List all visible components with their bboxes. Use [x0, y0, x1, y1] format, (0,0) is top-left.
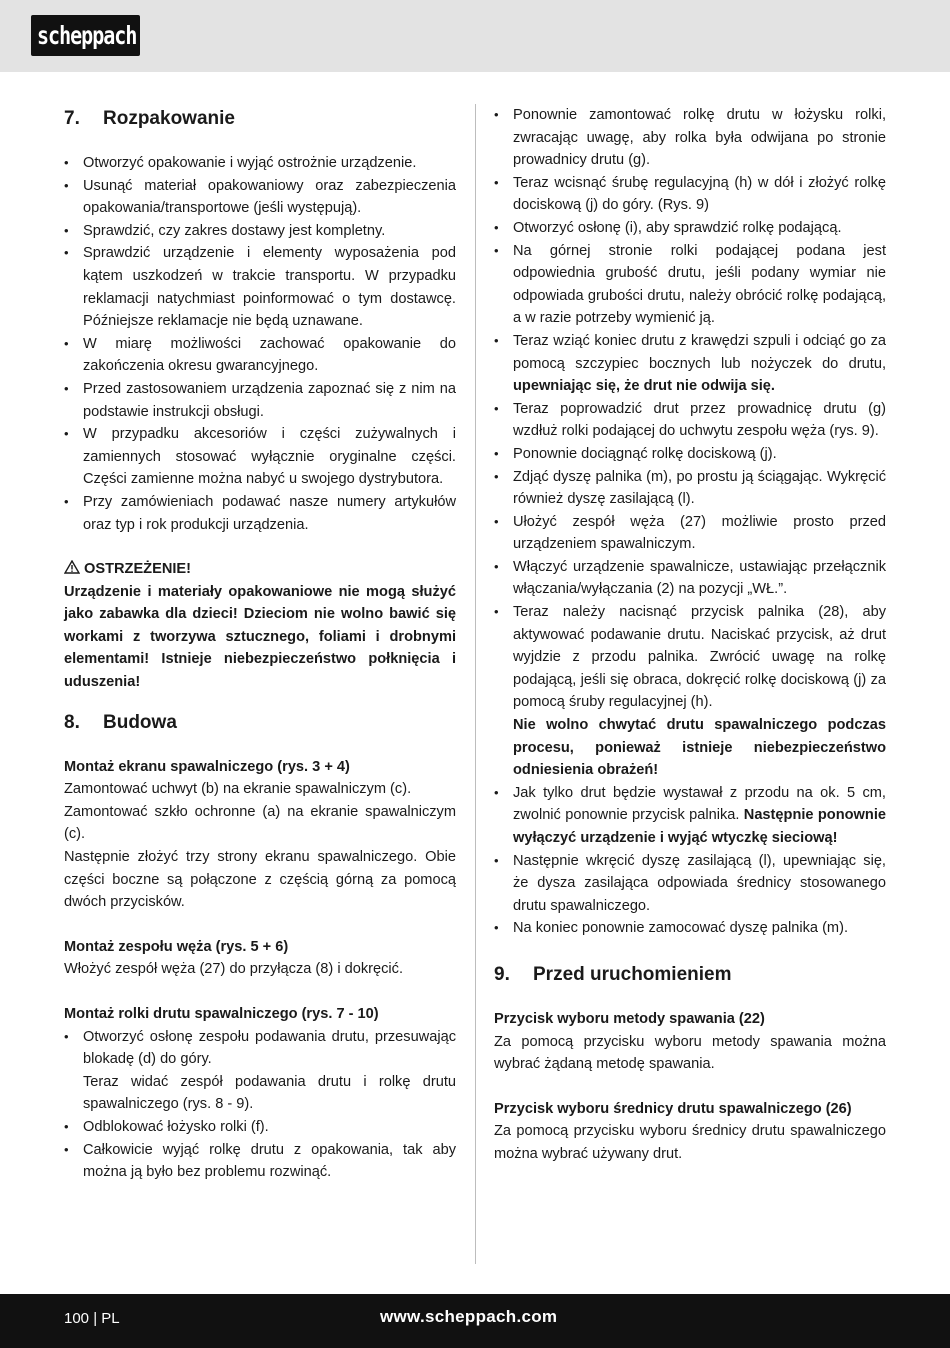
list-item: • Otworzyć osłonę (i), aby sprawdzić rolkę podającą. [494, 217, 886, 240]
list-item: • Jak tylko drut będzie wystawał z przodu na ok. 5 cm, zwolnić ponownie przycisk palnika. Następnie ponownie wyłączyć urządzenie i wyjąć wtyczkę sieciową! [494, 782, 886, 850]
list-item: • Teraz wziąć koniec drutu z krawędzi szpuli i odciąć go za pomocą szczypiec bocznych lub nożyczek do drutu, upewniając się, że drut nie odwija się. [494, 330, 886, 398]
paragraph: Zamontować szkło ochronne (a) na ekranie spawalniczym (c). [64, 803, 456, 843]
subheading-wire-diameter: Przycisk wyboru średnicy drutu spawalniczego (26) [494, 1100, 852, 1117]
subheading-welding-method: Przycisk wyboru metody spawania (22) [494, 1010, 765, 1027]
subheading-hose-assembly: Montaż zespołu węża (rys. 5 + 6) [64, 938, 289, 955]
list-item: • Przed zastosowaniem urządzenia zapoznać się z nim na podstawie instrukcji obsługi. [64, 378, 456, 423]
page-number: 100 | PL [64, 1310, 120, 1327]
logo-text: scheppach [37, 20, 137, 50]
unpacking-list [64, 152, 456, 536]
paragraph: Za pomocą przycisku wyboru średnicy drutu spawalniczego można wybrać używany drut. [494, 1123, 886, 1162]
wire-roll-list-continued [494, 104, 886, 940]
list-item: • Usunąć materiał opakowaniowy oraz zabezpieczenia opakowania/transportowe (jeśli występują). [64, 175, 456, 220]
section-7-heading: 7. Rozpakowanie [64, 108, 235, 129]
list-item: • Zdjąć dyszę palnika (m), po prostu ją ściągając. Wykręcić również dyszę zasilającą (l). [494, 466, 886, 511]
list-item-warning: Nie wolno chwytać drutu spawalniczego podczas procesu, ponieważ istnieje niebezpieczeństwo odniesienia obrażeń! [513, 717, 886, 779]
paragraph: Zamontować uchwyt (b) na ekranie spawalniczym (c). [64, 781, 412, 798]
list-item: • Ponownie zamontować rolkę drutu w łożysku rolki, zwracając uwagę, aby rolka była odwijana po stronie prowadnicy drutu (g). [494, 104, 886, 172]
list-item: • Włączyć urządzenie spawalnicze, ustawiając przełącznik włączania/wyłączania (2) na pozycji „WŁ.”. [494, 556, 886, 601]
website-link: www.scheppach.com [380, 1307, 558, 1326]
paragraph: Włożyć zespół węża (27) do przyłącza (8) i dokręcić. [64, 961, 404, 978]
warning-triangle-icon [64, 560, 80, 574]
list-item: • Sprawdzić urządzenie i elementy wyposażenia pod kątem uszkodzeń w trakcie transportu. W przypadku reklamacji natychmiast poinformować o tym dostawcę. Późniejsze reklamacje nie będą uznawane. [64, 242, 456, 332]
left-column [64, 104, 456, 1184]
paragraph: Za pomocą przycisku wyboru metody spawania można wybrać żądaną metodę spawania. [494, 1033, 886, 1073]
list-item: • W przypadku akcesoriów i części zużywalnych i zamiennych stosować wyłącznie oryginalne części. Części zamienne można nabyć u swojego dystrybutora. [64, 423, 456, 491]
right-column [494, 104, 886, 1166]
list-item: • Otworzyć opakowanie i wyjąć ostrożnie urządzenie. [64, 152, 456, 175]
list-item: • Na górnej stronie rolki podającej podana jest odpowiednia grubość drutu, jeśli podany wymiar nie odpowiada grubości drutu, należy obrócić rolkę podającą, a w razie potrzeby wymienić ją. [494, 240, 886, 330]
warning-text: Urządzenie i materiały opakowaniowe nie mogą służyć jako zabawka dla dzieci! Dzieciom nie wolno bawić się workami z tworzywa sztucznego, foliami i drobnymi elementami! Istnieje niebezpieczeństwo połknięcia i uduszenia! [64, 583, 456, 691]
list-item: • Następnie wkręcić dyszę zasilającą (l), upewniając się, że dysza zasilająca odpowiada średnicy stosowanego drutu spawalniczego. [494, 850, 886, 918]
page-footer [0, 1294, 950, 1348]
list-item: • Teraz poprowadzić drut przez prowadnicę drutu (g) wzdłuż rolki podającej do uchwytu zespołu węża (rys. 9). [494, 398, 886, 443]
section-9-heading: 9. Przed uruchomieniem [494, 963, 732, 985]
list-item: • W miarę możliwości zachować opakowanie do zakończenia okresu gwarancyjnego. [64, 333, 456, 378]
list-item-continuation: Teraz widać zespół podawania drutu i rolkę drutu spawalniczego (rys. 8 - 9). [83, 1073, 456, 1113]
page-header [0, 0, 950, 72]
list-item: • Przy zamówieniach podawać nasze numery artykułów oraz typ i rok produkcji urządzenia. [64, 491, 456, 536]
subheading-wire-roll: Montaż rolki drutu spawalniczego (rys. 7 - 10) [64, 1006, 379, 1022]
list-item: • Teraz należy nacisnąć przycisk palnika (28), aby aktywować podawanie drutu. Naciskać przycisk, aż drut wyjdzie z przodu palnika. Zwrócić uwagę na rolkę podającą, jeśli się obraca, dokręcić rolkę dociskową (j) za pomocą śruby regulacyjnej (h). [494, 601, 886, 714]
list-item: • Teraz wcisnąć śrubę regulacyjną (h) w dół i złożyć rolkę dociskową (j) do góry. (Rys. 9) [494, 172, 886, 217]
scheppach-logo [31, 15, 140, 56]
list-item: • Ponownie dociągnąć rolkę dociskową (j). [494, 443, 886, 466]
list-item: • Ułożyć zespół węża (27) możliwie prosto przed urządzeniem spawalniczym. [494, 511, 886, 556]
column-divider [475, 104, 476, 1264]
paragraph: Następnie złożyć trzy strony ekranu spawalniczego. Obie części boczne są połączone z częścią górną za pomocą dwóch przycisków. [64, 849, 456, 911]
subheading-welding-screen: Montaż ekranu spawalniczego (rys. 3 + 4) [64, 758, 350, 775]
list-item: • Sprawdzić, czy zakres dostawy jest kompletny. [64, 220, 456, 243]
wire-roll-list [64, 1026, 456, 1184]
list-item: • Odblokować łożysko rolki (f). [64, 1116, 456, 1139]
list-item: • Otworzyć osłonę zespołu podawania drutu, przesuwając blokadę (d) do góry. [64, 1026, 456, 1071]
section-8-heading: 8. Budowa [64, 711, 177, 733]
list-item: • Na koniec ponownie zamocować dyszę palnika (m). [494, 917, 886, 940]
list-item: • Całkowicie wyjąć rolkę drutu z opakowania, tak aby można ją było bez problemu rozwinąć. [64, 1139, 456, 1184]
warning-title: OSTRZEŻENIE! [64, 558, 456, 581]
